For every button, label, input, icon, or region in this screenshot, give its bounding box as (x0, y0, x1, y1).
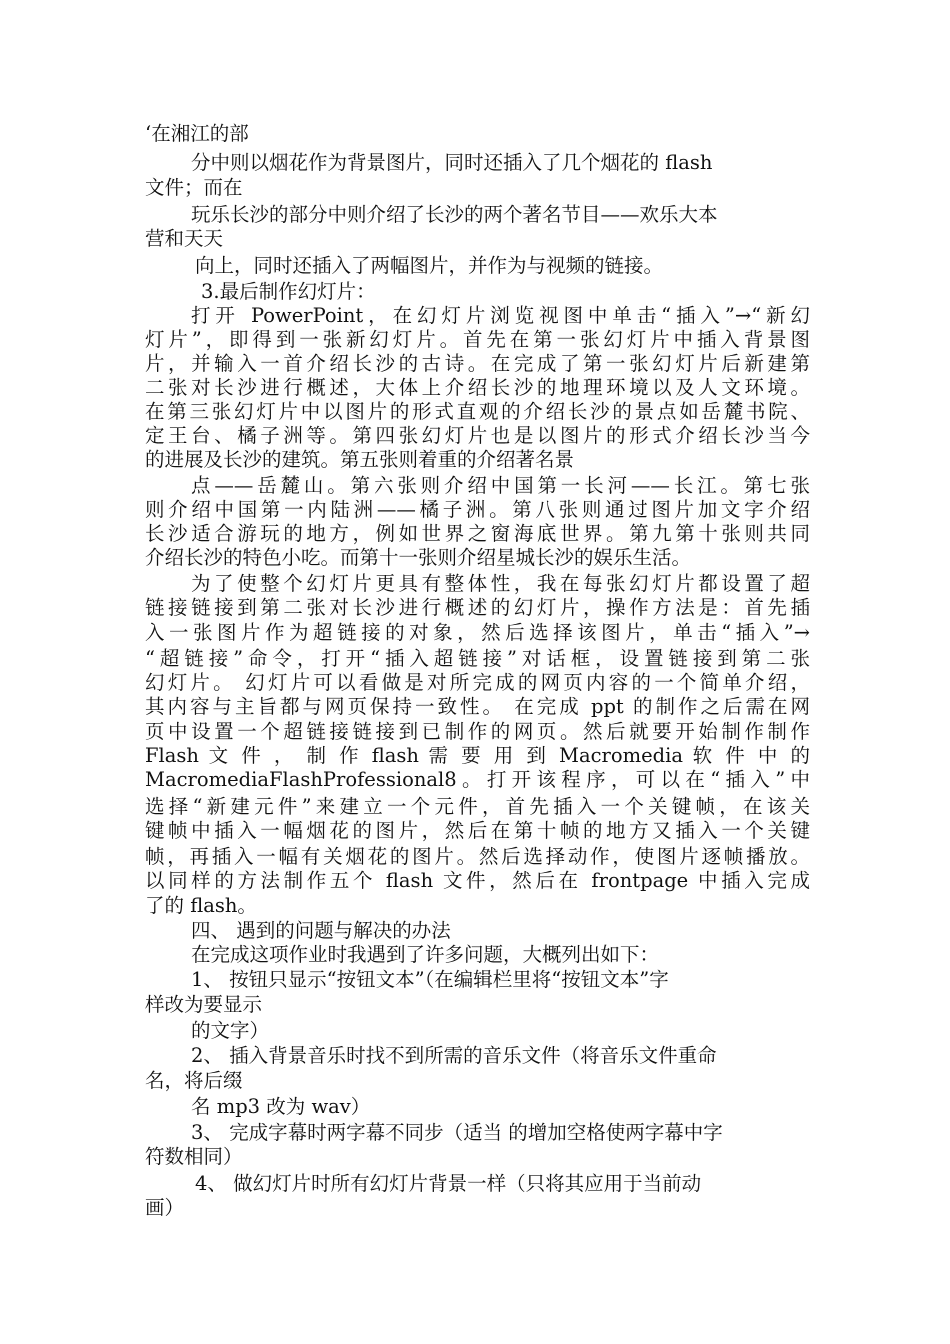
text-line: 在第三张幻灯片中以图片的形式直观的介绍长沙的景点如岳麓书院、 (145, 400, 810, 423)
text-line: 长沙适合游玩的地方，例如世界之窗海底世界。第九第十张则共同 (145, 522, 810, 545)
text-line: 符数相同） (145, 1145, 243, 1168)
text-line: 在完成这项作业时我遇到了许多问题，大概列出如下： (191, 943, 660, 966)
text-line: Flash 文 件 ， 制 作 flash 需 要 用 到 Macromedia 软 件 中 的 (145, 744, 810, 767)
text-line: MacromediaFlashProfessional8。打开该程序，可以在“插入”中 (145, 768, 810, 791)
text-line: 分中则以烟花作为背景图片，同时还插入了几个烟花的 flash (191, 151, 713, 174)
text-line: 名，将后缀 (145, 1069, 243, 1092)
text-line: 二张对长沙进行概述，大体上介绍长沙的地理环境以及人文环境。 (145, 376, 810, 399)
list-item: 1、 按钮只显示“按钮文本”（在编辑栏里将“按钮文本”字 (191, 968, 669, 991)
text-line: 则介绍中国第一内陆洲——橘子洲。第八张则通过图片加文字介绍 (145, 498, 810, 521)
text-line: 文件；而在 (145, 176, 243, 199)
text-line: “超链接”命令，打开“插入超链接”对话框，设置链接到第二张 (145, 647, 810, 670)
text-line: 键帧中插入一幅烟花的图片，然后在第十帧的地方又插入一个关键 (145, 819, 810, 842)
list-item: 3、 完成字幕时两字幕不同步（适当 的增加空格使两字幕中字 (191, 1121, 723, 1144)
text-line: 为了使整个幻灯片更具有整体性，我在每张幻灯片都设置了超 (191, 572, 810, 595)
text-line: 选择“新建元件”来建立一个元件，首先插入一个关键帧，在该关 (145, 795, 810, 818)
list-item: 2、 插入背景音乐时找不到所需的音乐文件（将音乐文件重命 (191, 1044, 717, 1067)
text-line: 营和天天 (145, 227, 224, 250)
text-line: 的文字） (191, 1019, 270, 1042)
text-line: 的进展及长沙的建筑。第五张则着重的介绍著名景 (145, 448, 575, 471)
text-line: 帧，再插入一幅有关烟花的图片。然后选择动作，使图片逐帧播放。 (145, 845, 810, 868)
text-line: 玩乐长沙的部分中则介绍了长沙的两个著名节目——欢乐大本 (191, 203, 718, 226)
text-line: 片，并输入一首介绍长沙的古诗。在完成了第一张幻灯片后新建第 (145, 352, 810, 375)
text-line: 样改为要显示 (145, 993, 263, 1016)
text-line: 链接链接到第二张对长沙进行概述的幻灯片，操作方法是：首先插 (145, 596, 810, 619)
text-line: 以同样的方法制作五个 flash 文件，然后在 frontpage 中插入完成 (145, 869, 810, 892)
section-heading: 四、 遇到的问题与解决的办法 (191, 919, 451, 942)
text-line: 幻灯片。 幻灯片可以看做是对所完成的网页内容的一个简单介绍， (145, 671, 810, 694)
text-line: 介绍长沙的特色小吃。而第十一张则介绍星城长沙的娱乐生活。 (145, 546, 692, 569)
text-line: 其内容与主旨都与网页保持一致性。 在完成 ppt 的制作之后需在网 (145, 695, 810, 718)
text-line: ‘在湘江的部 (145, 122, 249, 145)
text-line: 名 mp3 改为 wav） (191, 1095, 371, 1118)
text-line: 灯片”，即得到一张新幻灯片。首先在第一张幻灯片中插入背景图 (145, 328, 810, 351)
text-line: 画） (145, 1196, 185, 1219)
text-line: 3.最后制作幻灯片： (201, 280, 376, 303)
text-line: 了的 flash。 (145, 894, 257, 917)
text-line: 页中设置一个超链接链接到已制作的网页。然后就要开始制作制作 (145, 720, 810, 743)
text-line: 打开 PowerPoint，在幻灯片浏览视图中单击“插入”→“新幻 (191, 304, 810, 327)
text-line: 点——岳麓山。第六张则介绍中国第一长河——长江。第七张 (191, 474, 810, 497)
text-line: 定王台、橘子洲等。第四张幻灯片也是以图片的形式介绍长沙当今 (145, 424, 810, 447)
text-line: 入一张图片作为超链接的对象，然后选择该图片，单击“插入”→ (145, 621, 810, 644)
text-line: 向上，同时还插入了两幅图片，并作为与视频的链接。 (195, 254, 664, 277)
list-item: 4、 做幻灯片时所有幻灯片背景一样（只将其应用于当前动 (195, 1172, 702, 1195)
